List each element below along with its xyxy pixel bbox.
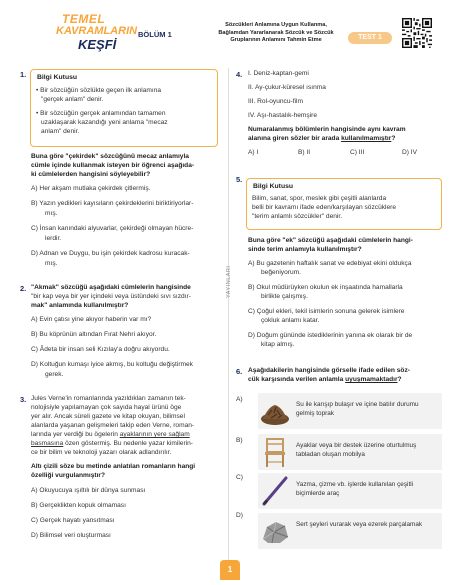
rock-icon <box>260 515 290 547</box>
brand-logo <box>56 12 138 62</box>
q4-option-b[interactable]: B) II <box>298 149 311 156</box>
subject-line-3: Gruplarının Anlamını Tahmin Etme <box>230 37 322 44</box>
q3-underlined-phrase: ayaklarının yere sağlam <box>119 431 190 438</box>
q6-option-c[interactable] <box>258 473 442 509</box>
q3-stem: özelliği vurgulanmıştır? <box>31 472 106 479</box>
q3-underlined-phrase: basmasına <box>31 440 64 447</box>
q5-info-line: "terim anlamlı sözcükler" denir. <box>252 213 343 220</box>
q5-option-b-cont: birlikte çalışmış. <box>261 293 308 300</box>
q6-number: 6. <box>236 367 243 376</box>
q1-option-a[interactable]: A) Her akşam mutlaka çekirdek çitlermiş. <box>31 185 151 192</box>
q6-option-b[interactable] <box>258 434 442 470</box>
q3-passage-line: ce bir bilim ve teknoloji yazarı olarak adlandırılır. <box>31 449 172 456</box>
q4-stem <box>248 134 395 144</box>
q6-option-d-letter[interactable]: D) <box>236 512 243 519</box>
q2-stem: mak" anlamında kullanılmıştır? <box>31 302 129 309</box>
q1-stem: Buna göre "çekirdek" sözcüğünü mecaz anlamıyla <box>31 153 189 160</box>
q5-option-d[interactable]: D) Doğum gününde istediklerinin yanına ek olarak bir de <box>248 332 413 339</box>
q6-stem-text: ? <box>397 376 402 383</box>
q5-option-c[interactable]: C) Çoğul ekleri, tekil isimlerin sonuna gelerek isimlere <box>248 308 405 315</box>
q1-info-line: • Bir sözcüğün sözlükte geçen ilk anlamına <box>36 87 162 94</box>
pencil-icon <box>260 475 290 507</box>
q6-option-b-text: Ayaklar veya bir destek üzerine oturtulmuş tabladan oluşan mobilya <box>296 442 417 458</box>
q5-option-b[interactable]: B) Okul müdürüyken okulun ek inşaatında hamallarla <box>248 284 403 291</box>
q1-info-title: Bilgi Kutusu <box>37 74 78 81</box>
q5-info-line: Bilim, sanat, spor, meslek gibi çeşitli alanlarda <box>252 195 387 202</box>
q3-option-d[interactable]: D) Bilimsel veri oluşturması <box>31 532 111 539</box>
q3-option-c[interactable]: C) Gerçek hayatı yansıtması <box>31 517 115 524</box>
q5-info-title: Bilgi Kutusu <box>253 183 294 190</box>
q5-option-a-cont: beğeniyorum. <box>261 269 301 276</box>
q5-option-c-cont: çokluk anlamı katar. <box>261 317 320 324</box>
q1-info-line: • Bir sözcüğün gerçek anlamından tamamen <box>36 110 166 117</box>
q5-number: 5. <box>236 175 243 184</box>
q6-option-d-text: Sert şeyleri vurarak veya ezerek parçalamak <box>296 521 423 528</box>
q4-item: II. Ay-çukur-küresel ısınma <box>248 84 326 91</box>
logo-line-2: KAVRAMLARIN <box>56 25 138 37</box>
publisher-watermark: YAYINLARI <box>226 265 232 298</box>
q3-passage-line: nolojisiyle yapılamayan çok sayıda hayal ürünü öge <box>31 404 182 411</box>
column-divider <box>228 68 229 568</box>
q4-stem: Numaralanmış bölümlerin hangisinde aynı kavram <box>248 126 406 133</box>
test-badge: TEST 1 <box>348 32 392 44</box>
q3-passage-text: larında yer verdiği bu ögelerin <box>31 431 120 438</box>
q5-option-d-cont: kitap almış. <box>261 341 295 348</box>
mud-pile-icon <box>260 395 290 427</box>
q6-option-a[interactable] <box>258 393 442 429</box>
q3-passage-line: yer alır. Ancak süreli gazete ve kitap okuyan, bilimsel <box>31 413 185 420</box>
q1-info-line: anlam" denir. <box>41 128 80 135</box>
q1-option-b[interactable]: B) Yazın yedikleri kayısıların çekirdeklerini biriktiriyorlar- <box>31 200 194 207</box>
q3-option-a[interactable]: A) Okuyucuya ışıltılı bir dünya sunması <box>31 487 146 494</box>
q3-passage-text: özen göstermiş. Bu nedenle yazar kimilerin- <box>63 440 193 447</box>
q1-option-d-cont: mış. <box>45 260 58 267</box>
q4-item: I. Deniz-kaptan-gemi <box>248 70 309 77</box>
q4-item: IV. Aşı-hastalık-hemşire <box>248 112 318 119</box>
q4-item: III. Rol-oyuncu-film <box>248 98 303 105</box>
q6-option-d[interactable] <box>258 513 442 549</box>
subject-title <box>212 22 340 45</box>
page-header <box>0 0 460 64</box>
q2-option-c[interactable]: C) Âdeta bir insan seli Kızılay'a doğru akıyordu. <box>31 346 170 353</box>
q6-option-c-letter[interactable]: C) <box>236 474 243 481</box>
chair-icon <box>260 436 290 468</box>
q6-option-b-letter[interactable]: B) <box>236 437 243 444</box>
q1-number: 1. <box>20 70 27 79</box>
q2-option-d[interactable]: D) Koltuğun kumaşı iyice akmış, bu koltuğu değiştirmek <box>31 361 193 368</box>
q6-option-a-letter[interactable]: A) <box>236 396 243 403</box>
q4-option-a[interactable]: A) I <box>248 149 259 156</box>
q6-option-a-text: Su ile karışıp bulaşır ve içine batılır durumu gelmiş toprak <box>296 401 419 417</box>
q3-number: 3. <box>20 395 27 404</box>
q5-info-line: belli bir kavramı ifade eden/karşılayan sözcüklere <box>252 204 397 211</box>
q6-stem <box>248 375 402 385</box>
q4-option-c[interactable]: C) III <box>350 149 365 156</box>
q2-option-a[interactable]: A) Evin çatısı yine akıyor haberin var mı? <box>31 316 152 323</box>
q6-option-c-text: Yazma, çizme vb. işlerde kullanılan çeşitli biçimlerde araç <box>296 481 414 497</box>
q5-stem: Buna göre "ek" sözcüğü aşağıdaki cümlelerin hangi- <box>248 237 413 244</box>
page-number: 1 <box>220 560 240 580</box>
q3-passage-line: alanlarda yaşanan gelişmeleri takip eden Verne, roman- <box>31 422 195 429</box>
q2-number: 2. <box>20 284 27 293</box>
subject-line-2: Bağlamdan Yararlanarak Sözcük ve Sözcük <box>218 29 334 36</box>
q5-option-a[interactable]: A) Bu gazetenin haftalık sanat ve edebiyat ekini oldukça <box>248 260 412 267</box>
q1-option-c[interactable]: C) İnsan kanındaki alyuvarlar, çekirdeği olmayan hücre- <box>31 225 194 232</box>
subject-line-1: Sözcükleri Anlamına Uygun Kullanma, <box>225 22 327 28</box>
q6-stem-text: cük karşısında verilen anlamla <box>248 376 346 383</box>
logo-line-1: TEMEL <box>62 12 106 26</box>
q6-stem-underlined: uyuşmamaktadır <box>345 376 398 383</box>
q3-stem: Altı çizili söze bu metinde anlatılan romanların hangi <box>31 463 196 470</box>
logo-line-3: KEŞFİ <box>78 37 117 52</box>
q5-stem: sinde terim anlamıyla kullanılmıştır? <box>248 246 362 253</box>
q1-stem: cümle içinde kullanmak isteyen bir öğrenci aşağıda- <box>31 162 195 169</box>
q6-stem: Aşağıdakilerin hangisinde görselle ifade edilen söz- <box>248 367 410 374</box>
q1-stem: ki cümlelerden hangisini söyleyebilir? <box>31 171 151 178</box>
q2-option-b[interactable]: B) Bu köprünün altından Fırat Nehri akıyor. <box>31 331 157 338</box>
q1-option-c-cont: lerdir. <box>45 235 62 242</box>
q3-passage-line: Jules Verne'in romanlarında yazıldıkları zamanın tek- <box>31 395 186 402</box>
q1-info-line: "gerçek anlam" denir. <box>41 96 104 103</box>
q1-option-d[interactable]: D) Adnan ve Duygu, bu işin çekirdek kadrosu kuracak- <box>31 250 190 257</box>
q1-option-b-cont: mış. <box>45 210 58 217</box>
section-label: BÖLÜM 1 <box>138 30 172 39</box>
q4-stem-text: alanına giren sözler bir arada <box>248 135 342 142</box>
q4-stem-underlined: kullanılmamıştır <box>341 135 392 142</box>
q4-number: 4. <box>236 70 243 79</box>
q4-stem-text: ? <box>391 135 396 142</box>
qr-code-icon[interactable] <box>402 18 432 48</box>
q3-option-b[interactable]: B) Gerçeklikten kopuk olmaması <box>31 502 126 509</box>
q1-info-line: uzaklaşarak kazandığı yeni anlama "mecaz <box>41 119 168 126</box>
q4-option-d[interactable]: D) IV <box>402 149 418 156</box>
q2-stem: "bir kap veya bir yer içindeki veya üstündeki sıvı sızdır- <box>31 293 191 300</box>
q2-stem: "Akmak" sözcüğü aşağıdaki cümlelerin hangisinde <box>31 284 191 291</box>
q2-option-d-cont: gerek. <box>45 371 64 378</box>
